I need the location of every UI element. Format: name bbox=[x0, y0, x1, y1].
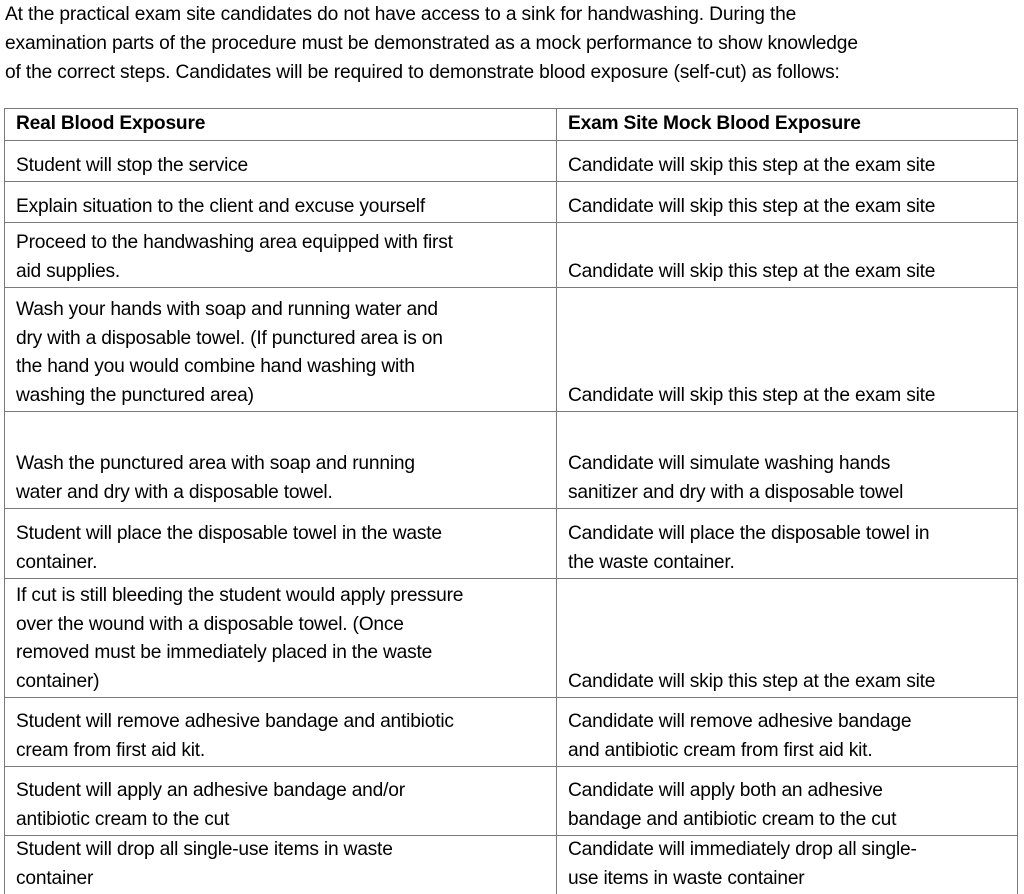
intro-line: of the correct steps. Candidates will be required to demonstrate blood exposure (self-cut) as follows: bbox=[5, 58, 1020, 87]
cell-text-line: Wash the punctured area with soap and running bbox=[16, 450, 550, 479]
mock-exposure-cell bbox=[557, 767, 1018, 836]
cell-text-line: Candidate will remove adhesive bandage bbox=[568, 708, 1011, 737]
cell-text-line: Candidate will simulate washing hands bbox=[568, 450, 1011, 479]
cell-text-line: Candidate will skip this step at the exam site bbox=[568, 152, 1011, 181]
cell-text-line: and antibiotic cream from first aid kit. bbox=[568, 737, 1011, 766]
real-exposure-cell bbox=[5, 836, 557, 894]
cell-text-line: washing the punctured area) bbox=[16, 382, 550, 411]
real-exposure-cell bbox=[5, 698, 557, 767]
cell-text-line: antibiotic cream to the cut bbox=[16, 806, 550, 835]
mock-exposure-cell bbox=[557, 579, 1018, 698]
mock-exposure-cell bbox=[557, 223, 1018, 288]
table-row bbox=[5, 182, 1018, 223]
real-exposure-cell bbox=[5, 509, 557, 579]
cell-text-line: container. bbox=[16, 549, 550, 578]
mock-exposure-cell bbox=[557, 836, 1018, 894]
real-exposure-cell bbox=[5, 579, 557, 698]
cell-text-line: Student will apply an adhesive bandage and/or bbox=[16, 777, 550, 806]
cell-text-line: Student will drop all single-use items in waste bbox=[16, 836, 550, 865]
table-row bbox=[5, 288, 1018, 412]
cell-text-line: sanitizer and dry with a disposable towel bbox=[568, 479, 1011, 508]
real-exposure-cell bbox=[5, 288, 557, 412]
cell-text-line: Candidate will skip this step at the exam site bbox=[568, 193, 1011, 222]
cell-text-line: Candidate will apply both an adhesive bbox=[568, 777, 1011, 806]
table-row bbox=[5, 767, 1018, 836]
cell-text-line: bandage and antibiotic cream to the cut bbox=[568, 806, 1011, 835]
cell-text-line: use items in waste container bbox=[568, 865, 1011, 894]
cell-text-line: Candidate will skip this step at the exam site bbox=[568, 382, 1011, 411]
cell-text-line: the waste container. bbox=[568, 549, 1011, 578]
cell-text-line: cream from first aid kit. bbox=[16, 737, 550, 766]
real-exposure-cell bbox=[5, 223, 557, 288]
table-row bbox=[5, 141, 1018, 182]
mock-exposure-cell bbox=[557, 182, 1018, 223]
table-row bbox=[5, 698, 1018, 767]
table-row bbox=[5, 509, 1018, 579]
real-exposure-cell bbox=[5, 182, 557, 223]
cell-text-line: If cut is still bleeding the student would apply pressure bbox=[16, 582, 550, 611]
cell-text-line: dry with a disposable towel. (If punctured area is on bbox=[16, 325, 550, 354]
mock-exposure-cell bbox=[557, 141, 1018, 182]
mock-exposure-cell bbox=[557, 412, 1018, 509]
cell-text-line: Proceed to the handwashing area equipped with first bbox=[16, 229, 550, 258]
table-row bbox=[5, 836, 1018, 894]
cell-text-line: the hand you would combine hand washing with bbox=[16, 353, 550, 382]
cell-text-line: removed must be immediately placed in the waste bbox=[16, 639, 550, 668]
cell-text-line: Candidate will place the disposable towel in bbox=[568, 520, 1011, 549]
real-exposure-cell bbox=[5, 412, 557, 509]
cell-text-line: aid supplies. bbox=[16, 258, 550, 287]
cell-text-line: Student will stop the service bbox=[16, 152, 550, 181]
intro-paragraph bbox=[5, 0, 1020, 87]
blood-exposure-table bbox=[4, 108, 1018, 894]
mock-exposure-cell bbox=[557, 509, 1018, 579]
mock-exposure-cell bbox=[557, 288, 1018, 412]
intro-line: At the practical exam site candidates do not have access to a sink for handwashing. During the bbox=[5, 0, 1020, 29]
mock-exposure-cell bbox=[557, 698, 1018, 767]
table-row bbox=[5, 579, 1018, 698]
cell-text-line: container bbox=[16, 865, 550, 894]
cell-text-line: Candidate will immediately drop all single- bbox=[568, 836, 1011, 865]
cell-text-line: Candidate will skip this step at the exam site bbox=[568, 258, 1011, 287]
header-mock-blood-exposure: Exam Site Mock Blood Exposure bbox=[557, 109, 1018, 141]
table-header-row bbox=[5, 109, 1018, 141]
cell-text-line: Student will remove adhesive bandage and antibiotic bbox=[16, 708, 550, 737]
cell-text-line: over the wound with a disposable towel. (Once bbox=[16, 611, 550, 640]
table-row bbox=[5, 412, 1018, 509]
cell-text-line: water and dry with a disposable towel. bbox=[16, 479, 550, 508]
real-exposure-cell bbox=[5, 141, 557, 182]
cell-text-line: container) bbox=[16, 668, 550, 697]
intro-line: examination parts of the procedure must be demonstrated as a mock performance to show knowledge bbox=[5, 29, 1020, 58]
cell-text-line: Candidate will skip this step at the exam site bbox=[568, 668, 1011, 697]
cell-text-line: Wash your hands with soap and running water and bbox=[16, 296, 550, 325]
cell-text-line: Explain situation to the client and excuse yourself bbox=[16, 193, 550, 222]
header-real-blood-exposure: Real Blood Exposure bbox=[5, 109, 557, 141]
real-exposure-cell bbox=[5, 767, 557, 836]
cell-text-line: Student will place the disposable towel in the waste bbox=[16, 520, 550, 549]
table-row bbox=[5, 223, 1018, 288]
